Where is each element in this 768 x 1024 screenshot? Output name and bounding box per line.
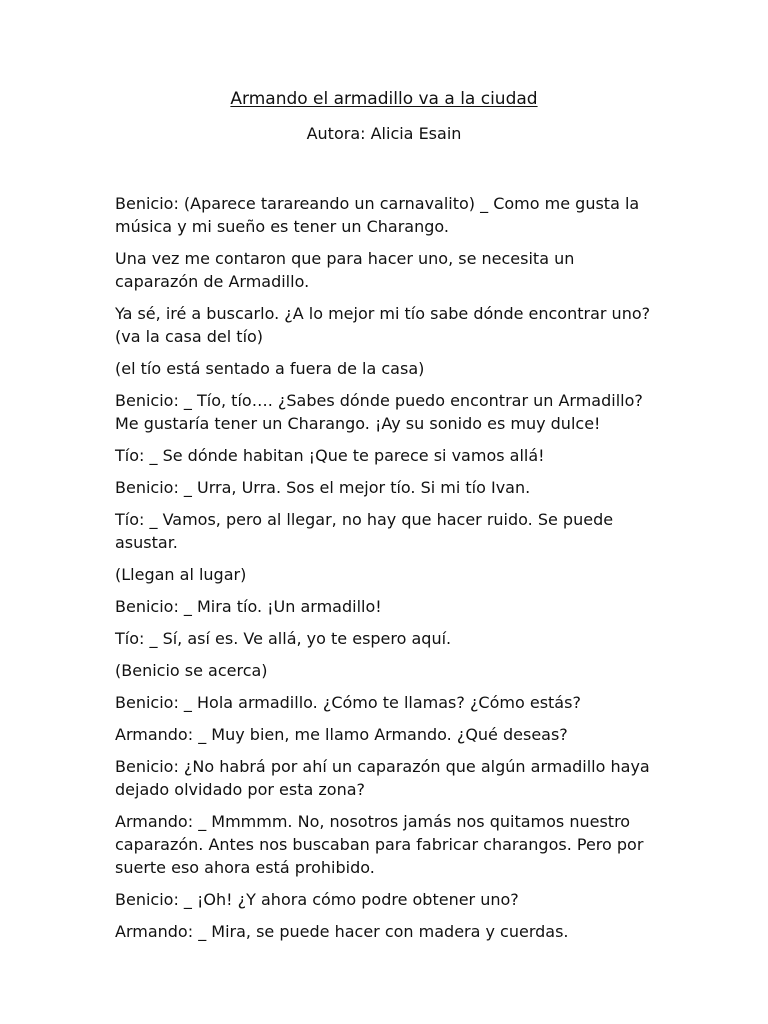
paragraph: Benicio: (Aparece tarareando un carnavalito) _ Como me gusta la música y mi sueño es tener un Charango. xyxy=(115,194,640,236)
paragraph: Tío: _ Vamos, pero al llegar, no hay que hacer ruido. Se puede asustar. xyxy=(115,510,614,552)
paragraph: Benicio: ¿No habrá por ahí un caparazón que algún armadillo haya dejado olvidado por esta zona? xyxy=(115,757,650,799)
paragraph: Benicio: _ Hola armadillo. ¿Cómo te llamas? ¿Cómo estás? xyxy=(115,693,581,712)
paragraph: (Llegan al lugar) xyxy=(115,565,247,584)
paragraph: Armando: _ Muy bien, me llamo Armando. ¿Qué deseas? xyxy=(115,725,568,744)
paragraph: Armando: _ Mira, se puede hacer con madera y cuerdas. xyxy=(115,922,569,941)
paragraph: Benicio: _ Mira tío. ¡Un armadillo! xyxy=(115,597,382,616)
paragraph: Armando: _ Mmmmm. No, nosotros jamás nos quitamos nuestro caparazón. Antes nos buscaban para fabricar charangos. Pero por suerte eso ahora está prohibido. xyxy=(115,812,644,877)
document-body xyxy=(115,192,660,952)
paragraph: Tío: _ Se dónde habitan ¡Que te parece si vamos allá! xyxy=(115,446,545,465)
document-author: Autora: Alicia Esain xyxy=(306,124,462,143)
paragraph: Benicio: _ Urra, Urra. Sos el mejor tío. Si mi tío Ivan. xyxy=(115,478,531,497)
paragraph: (el tío está sentado a fuera de la casa) xyxy=(115,359,425,378)
document-title: Armando el armadillo va a la ciudad xyxy=(230,89,538,109)
paragraph: Benicio: _ ¡Oh! ¿Y ahora cómo podre obtener uno? xyxy=(115,890,519,909)
paragraph: Una vez me contaron que para hacer uno, se necesita un caparazón de Armadillo. xyxy=(115,249,575,291)
paragraph: Tío: _ Sí, así es. Ve allá, yo te espero aquí. xyxy=(115,629,452,648)
paragraph: (Benicio se acerca) xyxy=(115,661,268,680)
paragraph: Benicio: _ Tío, tío…. ¿Sabes dónde puedo encontrar un Armadillo? Me gustaría tener un Charango. ¡Ay su sonido es muy dulce! xyxy=(115,391,643,433)
paragraph: Ya sé, iré a buscarlo. ¿A lo mejor mi tío sabe dónde encontrar uno? (va la casa del tío) xyxy=(115,304,651,346)
